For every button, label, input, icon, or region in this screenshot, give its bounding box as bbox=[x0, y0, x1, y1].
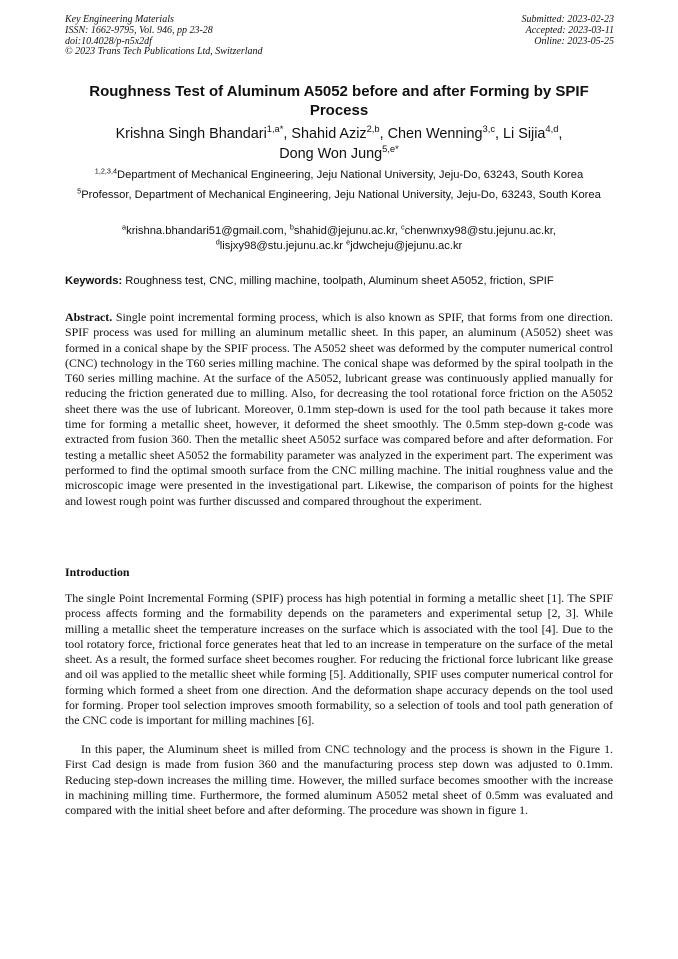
journal-doi[interactable]: doi:10.4028/p-n5x2df bbox=[65, 35, 152, 47]
publication-dates bbox=[522, 15, 615, 47]
email-link[interactable]: $^b$shahid@jejunu.ac.kr, bbox=[289, 222, 401, 237]
author: Krishna Singh Bhandari$^{1,a*}$, bbox=[115, 124, 292, 142]
journal-copyright: © 2023 Trans Tech Publications Ltd, Switzerland bbox=[65, 46, 263, 58]
abstract-text: Single point incremental forming process, which is also known as SPIF, that forms from one direction. SPIF process was used for milling an aluminum metallic sheet. In this paper, an aluminum (A5052) sheet was formed in a conical shape by the SPIF process. The A5052 sheet was deformed by the computer numerical control (CNC) technology in the T60 series milling machine. The conical shape was deformed by the spiral toolpath in the T60 series milling machine. At the surface of the A5052, lubricant grease was continuously applied manually for reducing the friction generated due to milling. Also, for decreasing the tool rotational force friction on the A5052 sheet there was the use of lubricant. Moreover, 0.1mm step-down is used for the tool path because it takes more time for forming a metallic sheet, however, it deformed the sheet smoothly. The 0.5mm step-down g-code was extracted from fusion 360. Then the metallic sheet A5052 surface was compared before and after deformation. For testing a metallic sheet A5052 the formability parameter was analyzed in the experiment part. The experiment was performed to find the optimal smooth surface from the CNC milling machine. The initial roughness value and the microscopic image were presented in the investigational part. Likewise, the comparison of points for the highest and lowest rough point was further discussed and compared throughout the experiment. bbox=[65, 310, 613, 508]
email-link[interactable]: $^a$krishna.bhandari51@gmail.com, bbox=[122, 222, 290, 237]
affiliation: $^{1,2,3,4}$Department of Mechanical Engineering, Jeju National University, Jeju-Do, 63243, South Korea bbox=[94, 166, 584, 181]
accepted-date: Accepted: 2023-03-11 bbox=[525, 24, 614, 36]
online-date: Online: 2023-05-25 bbox=[534, 35, 614, 47]
introduction-paragraph-2: In this paper, the Aluminum sheet is milled from CNC technology and the process is shown in the Figure 1. First Cad design is made from fusion 360 and the manufacturing process step down was adjusted to 0.1mm. Reducing step-down increases the milling time. However, the milled surface becomes smoother with the increase in machining milling time. Furthermore, the formed aluminum A5052 metal sheet of 0.5mm was evaluated and compared with the initial sheet before and after deforming. The procedure was shown in figure 1. bbox=[65, 742, 613, 818]
author: Shahid Aziz$^{2,b}$, bbox=[291, 124, 388, 142]
submitted-date: Submitted: 2023-02-23 bbox=[521, 14, 614, 25]
author-list bbox=[65, 124, 613, 164]
email-list bbox=[65, 224, 613, 254]
author: Chen Wenning$^{3,c}$, bbox=[387, 124, 504, 142]
affiliation: $^5$Professor, Department of Mechanical Engineering, Jeju National University, Jeju-Do, 63243, South Korea bbox=[77, 186, 601, 201]
keywords-label: Keywords: bbox=[65, 275, 123, 287]
email-link[interactable]: $^d$lisjxy98@stu.jejunu.ac.kr bbox=[215, 237, 347, 252]
keywords-text: Roughness test, CNC, milling machine, toolpath, Aluminum sheet A5052, friction, SPIF bbox=[122, 275, 554, 287]
keywords bbox=[65, 274, 613, 289]
journal-issn: ISSN: 1662-9795, Vol. 946, pp 23-28 bbox=[65, 24, 213, 36]
email-link[interactable]: $^c$chenwnxy98@stu.jejunu.ac.kr, bbox=[401, 222, 556, 237]
journal-header bbox=[65, 15, 263, 58]
author: Li Sijia$^{4,d}$, bbox=[503, 124, 563, 142]
email-link[interactable]: $^e$jdwcheju@jejunu.ac.kr bbox=[346, 237, 463, 252]
abstract-label: Abstract. bbox=[65, 310, 113, 324]
abstract bbox=[65, 310, 613, 509]
author: Dong Won Jung$^{5,e*}$ bbox=[279, 144, 399, 162]
journal-name: Key Engineering Materials bbox=[65, 14, 174, 25]
paper-title: Roughness Test of Aluminum A5052 before and after Forming by SPIF Process bbox=[89, 83, 589, 119]
introduction-paragraph-1: The single Point Incremental Forming (SPIF) process has high potential in forming a metallic sheet [1]. The SPIF process affects forming and the formability depends on the parameters and experimental setup [2, 3]. While milling a metallic sheet the temperature increases on the surface which is associated with the tool [4]. Due to the tool rotatory force, frictional force generates heat that led to an increase in temperature on the surface of the metal sheet. As a result, the formed surface sheet becomes rougher. For reducing the frictional force lubricant like grease and oil was applied to the metallic sheet while forming [5]. Additionally, SPIF uses computer numerical control for forming which formed a sheet from one direction. And the deformation shape accuracy depends on the tool used for forming. Proper tool selection improves smooth formability, so a selection of tools and tool path generation of the CNC code is important for milling machines [6]. bbox=[65, 591, 613, 728]
section-heading-introduction: Introduction bbox=[65, 565, 130, 579]
